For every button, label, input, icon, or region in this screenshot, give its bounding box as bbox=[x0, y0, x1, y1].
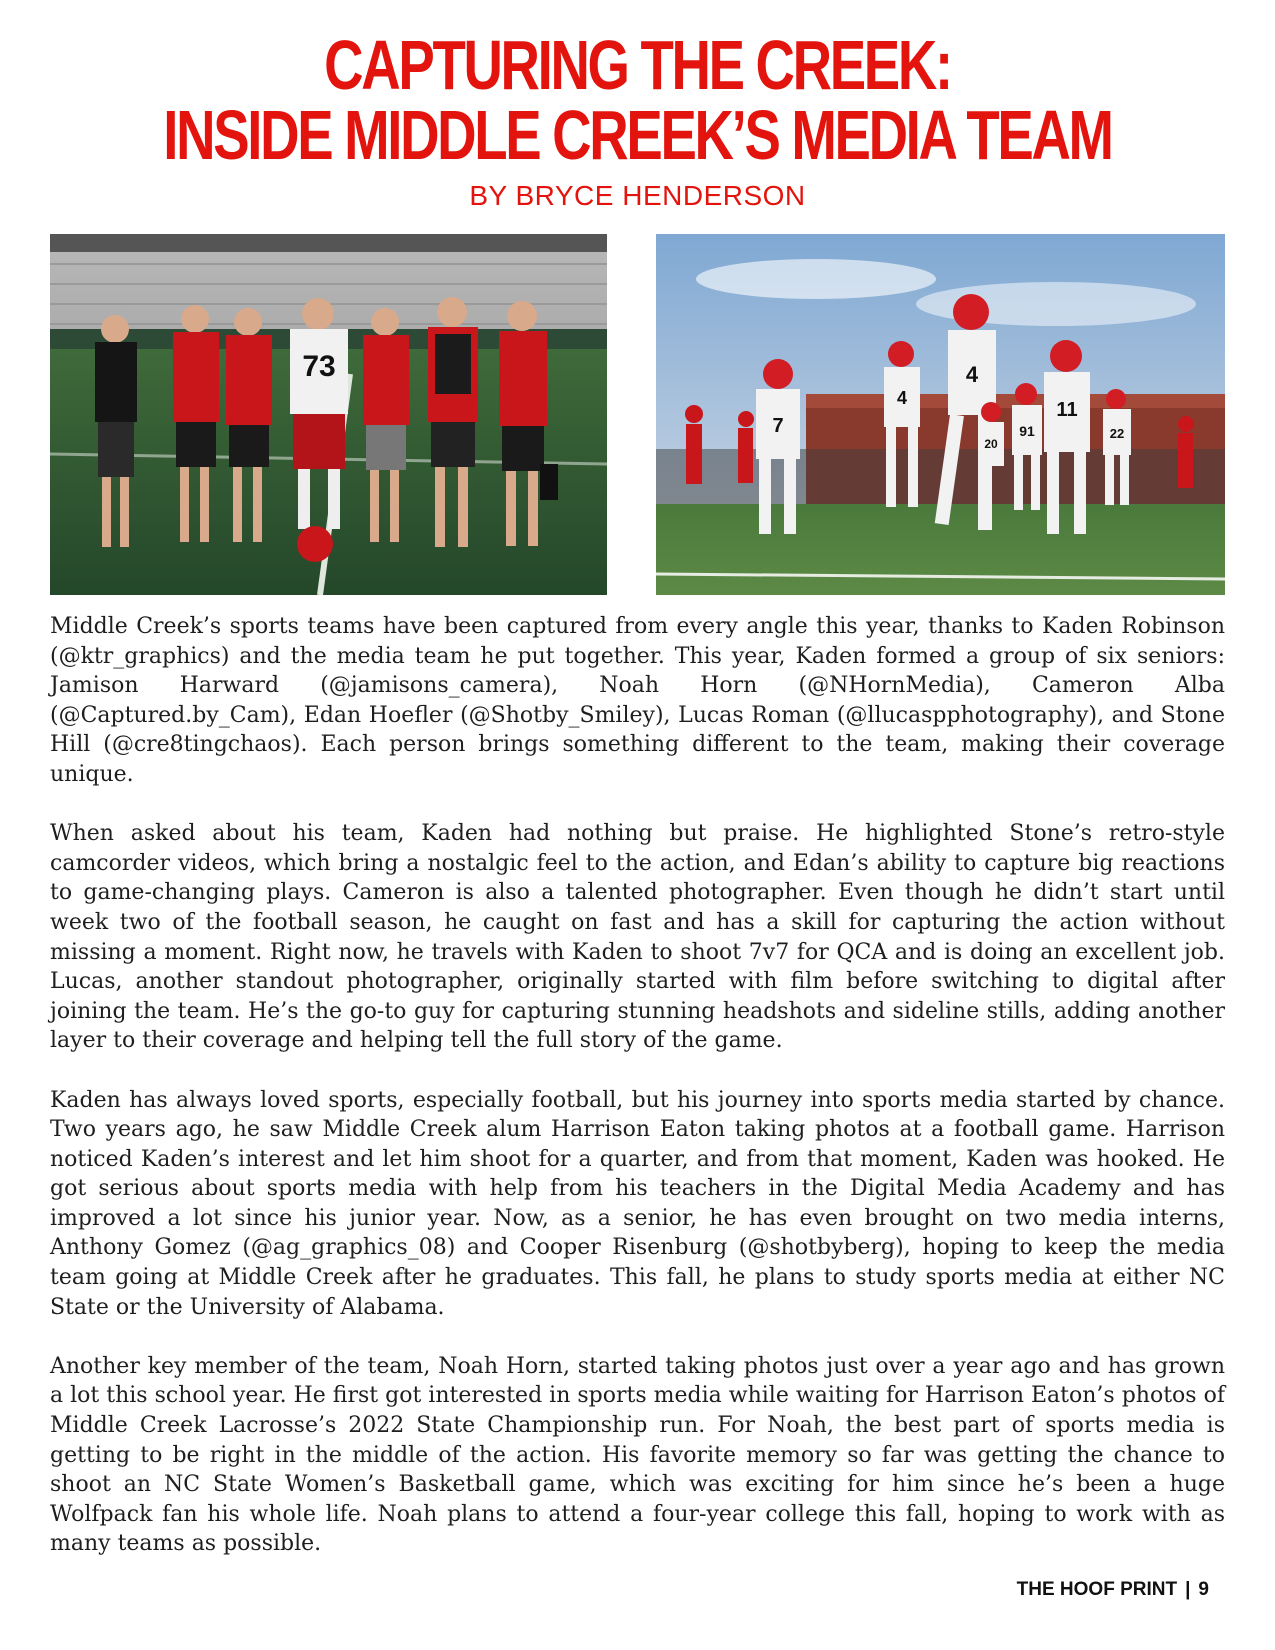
media-team-photo-illustration bbox=[50, 234, 607, 595]
headline-line-1: CAPTURING THE CREEK: bbox=[324, 26, 951, 104]
footer-separator: | bbox=[1185, 1579, 1191, 1600]
jersey-number-20: 20 bbox=[984, 437, 998, 451]
jersey-number-91: 91 bbox=[1019, 423, 1035, 439]
headline bbox=[140, 26, 1135, 174]
media-team-group-photo bbox=[50, 234, 607, 595]
jersey-number-7: 7 bbox=[772, 415, 784, 437]
jersey-number-11: 11 bbox=[1056, 399, 1078, 421]
football-players-photo-illustration bbox=[656, 234, 1225, 595]
byline: BY BRYCE HENDERSON bbox=[469, 180, 806, 211]
jersey-number-22: 22 bbox=[1109, 426, 1125, 441]
jersey-number-73: 73 bbox=[302, 350, 336, 383]
publication-name: THE HOOF PRINT bbox=[1016, 1579, 1178, 1600]
article-paragraph-2: When asked about his team, Kaden had nothing but praise. He highlighted Stone’s retro-style camcorder videos, which bring a nostalgic feel to the action, and Edan’s ability to capture big reactions to game-changing plays. Cameron is also a talented photographer. Even though he didn’t start until week two of the football season, he caught on fast and has a skill for capturing the action without missing a moment. Right now, he travels with Kaden to shoot 7v7 for QCA and is doing an excellent job. Lucas, another standout photographer, originally started with film before switching to digital after joining the team. He’s the go-to guy for capturing stunning headshots and sideline stills, adding another layer to their coverage and helping tell the full story of the game. bbox=[50, 821, 1225, 1054]
football-players-photo bbox=[656, 234, 1225, 595]
page-number: 9 bbox=[1198, 1579, 1209, 1600]
article-body bbox=[50, 612, 1225, 1589]
headline-line-2: INSIDE MIDDLE CREEK’S MEDIA TEAM bbox=[163, 96, 1112, 174]
article-paragraph-4: Another key member of the team, Noah Horn, started taking photos just over a year ago and has grown a lot this school year. He first got interested in sports media while waiting for Harrison Eaton’s photos of Middle Creek Lacrosse’s 2022 State Championship run. For Noah, the best part of sports media is getting to be right in the middle of the action. His favorite memory so far was getting the chance to shoot an NC State Women’s Basketball game, which was exciting for him since he’s been a huge Wolfpack fan his whole life. Noah plans to attend a four-year college this fall, hoping to work with as many teams as possible. bbox=[50, 1353, 1225, 1557]
article-paragraph-3: Kaden has always loved sports, especially football, but his journey into sports media started by chance. Two years ago, he saw Middle Creek alum Harrison Eaton taking photos at a football game. Harrison noticed Kaden’s interest and let him shoot for a quarter, and from that moment, Kaden was hooked. He got serious about sports media with help from his teachers in the Digital Media Academy and has improved a lot since his junior year. Now, as a senior, he has even brought on two media interns, Anthony Gomez (@ag_graphics_08) and Cooper Risenburg (@shotbyberg), hoping to keep the media team going at Middle Creek after he graduates. This fall, he plans to study sports media at either NC State or the University of Alabama. bbox=[50, 1087, 1225, 1320]
article-paragraph-1: Middle Creek’s sports teams have been captured from every angle this year, thanks to Kaden Robinson (@ktr_graphics) and the media team he put together. This year, Kaden formed a group of six seniors: Jamison Harward (@jamisons_camera), Noah Horn (@NHornMedia), Cameron Alba (@Captured.by_Cam), Edan Hoefler (@Shotby_Smiley), Lucas Roman (@llucaspphotography), and Stone Hill (@cre8tingchaos). Each person brings something different to the team, making their coverage unique. bbox=[50, 614, 1225, 787]
jersey-number-4: 4 bbox=[965, 362, 979, 387]
page-footer bbox=[1017, 1579, 1209, 1601]
jersey-number-4-back: 4 bbox=[896, 388, 908, 408]
